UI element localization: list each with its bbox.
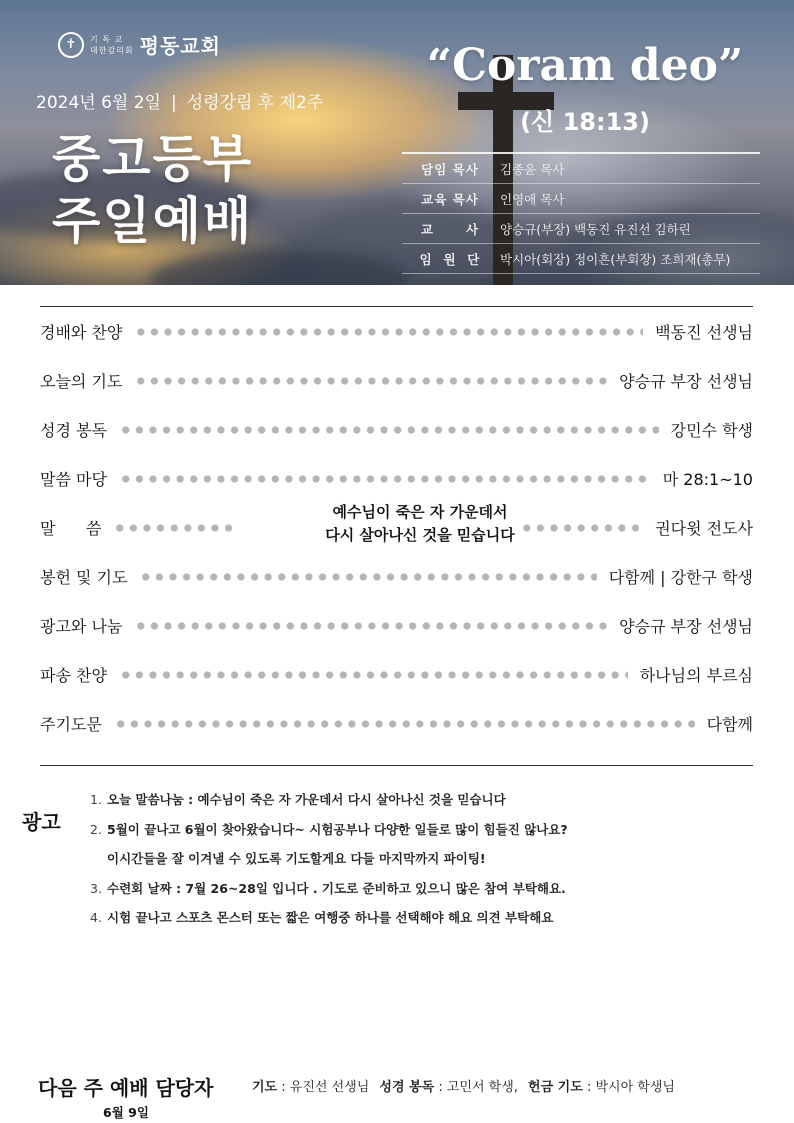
church-denomination: 기 독 교 대한감리회 <box>90 34 134 55</box>
theme-title: “Coram deo” <box>426 40 744 91</box>
next-week-date: 6월 9일 <box>103 1105 149 1120</box>
header-banner <box>0 0 794 285</box>
order-item <box>40 454 753 503</box>
order-item-value: 양승규 부장 선생님 <box>619 372 753 391</box>
order-item <box>40 650 753 699</box>
order-item-value: 백동진 선생님 <box>655 323 753 342</box>
dot-leader <box>134 377 607 385</box>
church-emblem-icon: ✝ <box>58 32 84 58</box>
order-item-label: 경배와 찬양 <box>40 323 123 342</box>
dot-leader <box>139 573 596 581</box>
notice-number: 2. <box>90 821 102 837</box>
notice-item-continued <box>90 848 770 878</box>
dot-leader <box>113 524 236 532</box>
staff-row <box>402 154 760 184</box>
staff-names: 박시아(회장) 정이흔(부회장) 조희재(총무) <box>500 251 731 267</box>
notice-number: 4. <box>90 910 102 925</box>
order-item-label: 주기도문 <box>40 715 102 734</box>
notices-list <box>90 789 770 937</box>
notice-number: 3. <box>90 880 102 896</box>
order-item <box>40 552 753 601</box>
staff-role: 교 사 <box>420 221 480 237</box>
dot-leader <box>114 720 695 728</box>
order-item-value: 다함께 <box>706 715 753 734</box>
order-item-label: 말 씀 <box>40 519 102 538</box>
order-item-label: 오늘의 기도 <box>40 372 123 391</box>
offering-label: 헌금 기도 <box>528 1080 583 1095</box>
notice-item <box>90 907 770 937</box>
order-item-label: 봉헌 및 기도 <box>40 568 128 587</box>
notice-number: 1. <box>90 792 102 807</box>
order-item-value: 마 28:1~10 <box>662 470 753 489</box>
order-of-service <box>40 307 753 748</box>
service-date: 2024년 6월 2일 <box>36 93 161 113</box>
theme-reference: (신 18:13) <box>520 108 650 136</box>
order-item-value: 양승규 부장 선생님 <box>619 617 753 636</box>
order-item-label: 성경 봉독 <box>40 421 107 440</box>
order-item-value: 권다윗 전도사 <box>655 519 754 538</box>
sermon-title <box>270 501 570 547</box>
notice-item <box>90 878 770 908</box>
order-item <box>40 405 753 454</box>
notice-item <box>90 819 770 849</box>
notice-number <box>90 848 107 878</box>
next-week-title: 다음 주 예배 담당자 <box>38 1076 214 1100</box>
prayer-label: 기도 <box>252 1080 278 1095</box>
church-name: 평동교회 <box>139 34 221 58</box>
sermon-title-line-2: 다시 살아나신 것을 믿습니다 <box>325 526 515 544</box>
dot-leader <box>119 671 628 679</box>
prayer-value: : 유진선 선생님 <box>281 1080 370 1095</box>
order-item <box>40 307 753 356</box>
staff-row <box>402 184 760 214</box>
order-item <box>40 601 753 650</box>
staff-role: 담임 목사 <box>421 161 479 177</box>
order-item <box>40 699 753 748</box>
order-item-value: 다함께 | 강한구 학생 <box>608 568 753 587</box>
order-item-value: 강민수 학생 <box>670 421 753 440</box>
notice-text: 오늘 말씀나눔 : 예수님이 죽은 자 가운데서 다시 살아나신 것을 믿습니다 <box>107 792 506 807</box>
staff-row <box>402 244 760 274</box>
order-item <box>40 356 753 405</box>
dot-leader <box>134 328 643 336</box>
reading-value: : 고민서 학생, <box>438 1080 518 1095</box>
staff-role: 임 원 단 <box>419 251 481 267</box>
notice-item <box>90 789 770 819</box>
staff-names: 김종윤 목사 <box>500 161 565 177</box>
liturgical-week: 성령강림 후 제2주 <box>186 93 324 113</box>
reading-label: 성경 봉독 <box>379 1080 435 1095</box>
order-item-value: 하나님의 부르심 <box>639 666 753 685</box>
divider-bottom <box>40 765 753 766</box>
church-logo <box>58 30 221 59</box>
next-week-assignments <box>252 1076 681 1095</box>
title-line-1: 중고등부 <box>52 130 254 188</box>
staff-table <box>402 152 760 274</box>
title-line-2: 주일예배 <box>52 192 254 250</box>
dot-leader <box>119 426 659 434</box>
dot-leader <box>134 622 607 630</box>
order-item-label: 광고와 나눔 <box>40 617 123 636</box>
notice-text: 이시간들을 잘 이겨낼 수 있도록 기도할게요 다들 마지막까지 파이팅! <box>107 851 486 866</box>
staff-role: 교육 목사 <box>421 191 479 207</box>
order-item-sermon <box>40 503 753 552</box>
order-item-label: 파송 찬양 <box>40 666 107 685</box>
staff-names: 인영애 목사 <box>500 191 565 207</box>
dot-leader <box>119 475 651 483</box>
staff-names: 양승규(부장) 백동진 유진선 김하린 <box>500 221 691 237</box>
sermon-title-line-1: 예수님이 죽은 자 가운데서 <box>332 503 508 521</box>
order-item-label: 말씀 마당 <box>40 470 107 489</box>
page-title <box>52 128 253 252</box>
notices-title: 광고 <box>22 810 61 834</box>
notice-text: 시험 끝나고 스포츠 몬스터 또는 짧은 여행중 하나를 선택해야 해요 의견 부탁해요 <box>107 910 554 925</box>
staff-row <box>402 214 760 244</box>
service-date-line <box>36 88 323 113</box>
offering-value: : 박시아 학생님 <box>586 1080 675 1095</box>
notice-text: 5월이 끝나고 6월이 찾아왔습니다~ 시험공부나 다양한 일들로 많이 힘들진 않나요? <box>107 821 568 837</box>
divider: | <box>170 93 177 113</box>
notice-text: 수련회 날짜 : 7월 26~28일 입니다 . 기도로 준비하고 있으니 많은 참여 부탁해요. <box>107 880 566 896</box>
